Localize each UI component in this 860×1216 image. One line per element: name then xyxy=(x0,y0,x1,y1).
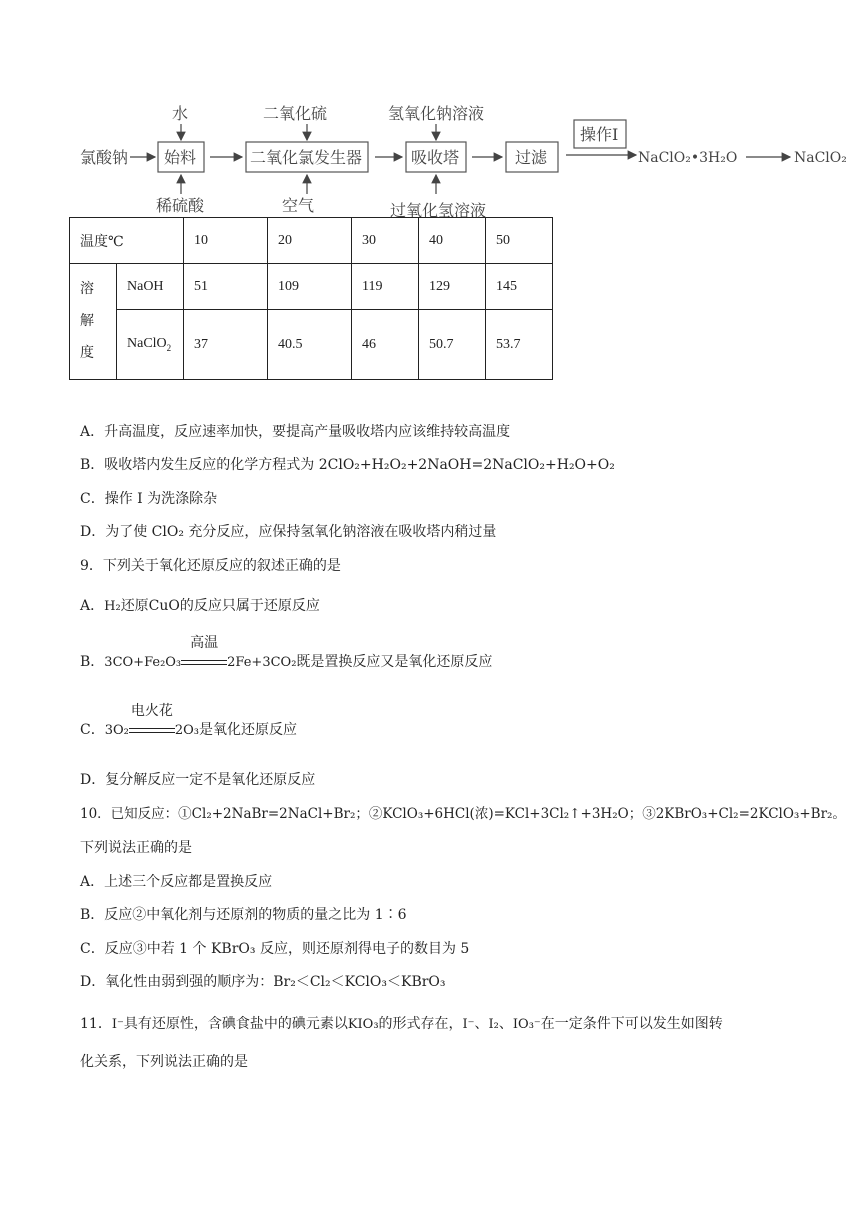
temp-cell: 30 xyxy=(352,218,419,264)
box4-label: 过滤 xyxy=(515,148,548,167)
value-cell: 109 xyxy=(268,264,352,310)
q10-stem-2: 下列说法正确的是 xyxy=(80,840,192,856)
value-cell: 145 xyxy=(486,264,553,310)
value-cell: 40.5 xyxy=(268,310,352,380)
q10-stem: 10．已知反应：①Cl₂+2NaBr=2NaCl+Br₂；②KClO₃+6HCl(浓)=KCl+3Cl₂↑+3H₂O；③2KBrO₃+Cl₂=2KClO₃+Br₂。 xyxy=(80,806,846,822)
value-cell: 119 xyxy=(352,264,419,310)
q10-option-b: B．反应②中氧化剂与还原剂的物质的量之比为 1∶6 xyxy=(80,907,407,923)
q9-option-c: C．3O₂ 电火花 2O₃是氧化还原反应 xyxy=(80,703,297,738)
value-cell: 50.7 xyxy=(419,310,486,380)
product-final: NaClO₂ xyxy=(794,150,847,166)
q9-option-b: B．3CO+Fe₂O₃ 高温 2Fe+3CO₂既是置换反应又是氧化还原反应 xyxy=(80,635,493,670)
equation-arrow-high-temp: 高温 xyxy=(181,652,227,672)
box2-label: 二氧化氯发生器 xyxy=(250,148,363,167)
box3-top-input: 氢氧化钠溶液 xyxy=(388,104,485,123)
q10-option-d: D．氧化性由弱到强的顺序为：Br₂＜Cl₂＜KClO₃＜KBrO₃ xyxy=(80,974,446,990)
row-name-naclo2: NaClO$_2$ xyxy=(117,310,184,380)
box1-label: 始料 xyxy=(164,148,197,167)
box3-label: 吸收塔 xyxy=(411,148,460,167)
table-header-label: 温度℃ xyxy=(70,218,184,264)
row-name-naoh: NaOH xyxy=(117,264,184,310)
value-cell: 46 xyxy=(352,310,419,380)
value-cell: 51 xyxy=(184,264,268,310)
q8-option-b: B．吸收塔内发生反应的化学方程式为 2ClO₂+H₂O₂+2NaOH=2NaClO₂+H₂O+O₂ xyxy=(80,457,615,473)
temp-cell: 10 xyxy=(184,218,268,264)
q9-option-d: D．复分解反应一定不是氧化还原反应 xyxy=(80,772,316,788)
q8-option-d: D．为了使 ClO₂ 充分反应，应保持氢氧化钠溶液在吸收塔内稍过量 xyxy=(80,524,497,540)
box2-bottom-input: 空气 xyxy=(282,196,315,215)
temp-cell: 50 xyxy=(486,218,553,264)
q8-option-a: A．升高温度，反应速率加快，要提高产量吸收塔内应该维持较高温度 xyxy=(80,424,511,440)
temp-cell: 40 xyxy=(419,218,486,264)
equation-arrow-spark: 电火花 xyxy=(129,720,175,740)
operation-label: 操作I xyxy=(580,125,619,144)
box1-top-input: 水 xyxy=(172,104,189,123)
q8-option-c: C．操作 I 为洗涤除杂 xyxy=(80,491,218,507)
box3-bottom-input: 过氧化氢溶液 xyxy=(390,201,487,220)
q11-stem-2: 化关系，下列说法正确的是 xyxy=(80,1054,248,1070)
box1-bottom-input: 稀硫酸 xyxy=(156,196,205,215)
value-cell: 53.7 xyxy=(486,310,553,380)
q10-option-c: C．反应③中若 1 个 KBrO₃ 反应，则还原剂得电子的数目为 5 xyxy=(80,941,470,957)
solubility-table xyxy=(69,217,553,380)
q9-option-a: A．H₂还原CuO的反应只属于还原反应 xyxy=(80,598,320,614)
q10-option-a: A．上述三个反应都是置换反应 xyxy=(80,874,273,890)
product-hydrate: NaClO₂•3H₂O xyxy=(638,150,738,166)
box2-top-input: 二氧化硫 xyxy=(263,104,328,123)
q9-stem: 9．下列关于氧化还原反应的叙述正确的是 xyxy=(80,558,341,574)
q11-stem: 11．I⁻具有还原性，含碘食盐中的碘元素以KIO₃的形式存在，I⁻、I₂、IO₃⁻在一定条件下可以发生如图转 xyxy=(80,1016,723,1032)
process-flow-diagram xyxy=(0,0,860,220)
value-cell: 37 xyxy=(184,310,268,380)
temp-cell: 20 xyxy=(268,218,352,264)
solubility-group-label: 溶 解 度 xyxy=(70,264,117,380)
input-sodium-chlorate: 氯酸钠 xyxy=(80,148,129,167)
value-cell: 129 xyxy=(419,264,486,310)
